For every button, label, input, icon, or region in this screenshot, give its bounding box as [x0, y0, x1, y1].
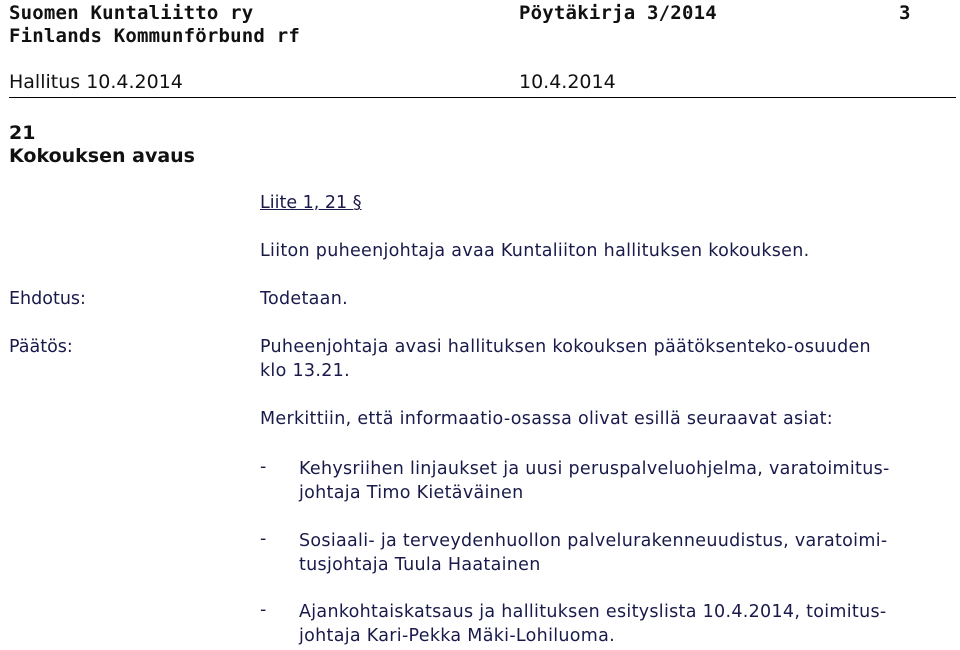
noted-text: Merkittiin, että informaatio-osassa olivat esillä seuraavat asiat:: [260, 409, 833, 429]
proposal-text: Todetaan.: [260, 289, 348, 309]
meeting-date: 10.4.2014: [519, 71, 616, 93]
section-title: Kokouksen avaus: [9, 145, 195, 167]
list-item-line2: johtaja Timo Kietäväinen: [299, 483, 524, 503]
list-dash: -: [260, 457, 267, 477]
list-item: [260, 600, 956, 648]
list-dash: -: [260, 529, 267, 549]
list-item-line1: Ajankohtaiskatsaus ja hallituksen esityslista 10.4.2014, toimitus-: [299, 602, 887, 622]
organization-name-fi: Suomen Kuntaliitto ry: [9, 2, 254, 24]
list-item-line2: johtaja Kari-Pekka Mäki-Lohiluoma.: [299, 626, 616, 646]
meeting-name: Hallitus 10.4.2014: [9, 71, 183, 93]
section-number: 21: [9, 122, 36, 144]
attachment-link[interactable]: Liite 1, 21 §: [260, 193, 362, 213]
organization-name-sv: Finlands Kommunförbund rf: [9, 25, 300, 47]
proposal-label: Ehdotus:: [9, 289, 86, 309]
list-item-text: [299, 600, 954, 648]
decision-label: Päätös:: [9, 337, 73, 357]
list-item: [260, 529, 956, 577]
list-item-line1: Kehysriihen linjaukset ja uusi peruspalveluohjelma, varatoimitus-: [299, 459, 890, 479]
page-number: 3: [899, 2, 911, 24]
decision-text-line2: klo 13.21.: [260, 361, 350, 381]
list-item-text: [299, 529, 954, 577]
intro-text: Liiton puheenjohtaja avaa Kuntaliiton hallituksen kokouksen.: [260, 241, 810, 261]
header-divider: [9, 97, 956, 98]
list-item-text: [299, 457, 954, 505]
list-dash: -: [260, 600, 267, 620]
document-title: Pöytäkirja 3/2014: [519, 2, 717, 24]
list-item-line1: Sosiaali- ja terveydenhuollon palvelurakenneuudistus, varatoimi-: [299, 531, 888, 551]
list-item: [260, 457, 956, 505]
decision-text-line1: Puheenjohtaja avasi hallituksen kokouksen päätöksenteko-osuuden: [260, 337, 871, 357]
list-item-line2: tusjohtaja Tuula Haatainen: [299, 555, 541, 575]
